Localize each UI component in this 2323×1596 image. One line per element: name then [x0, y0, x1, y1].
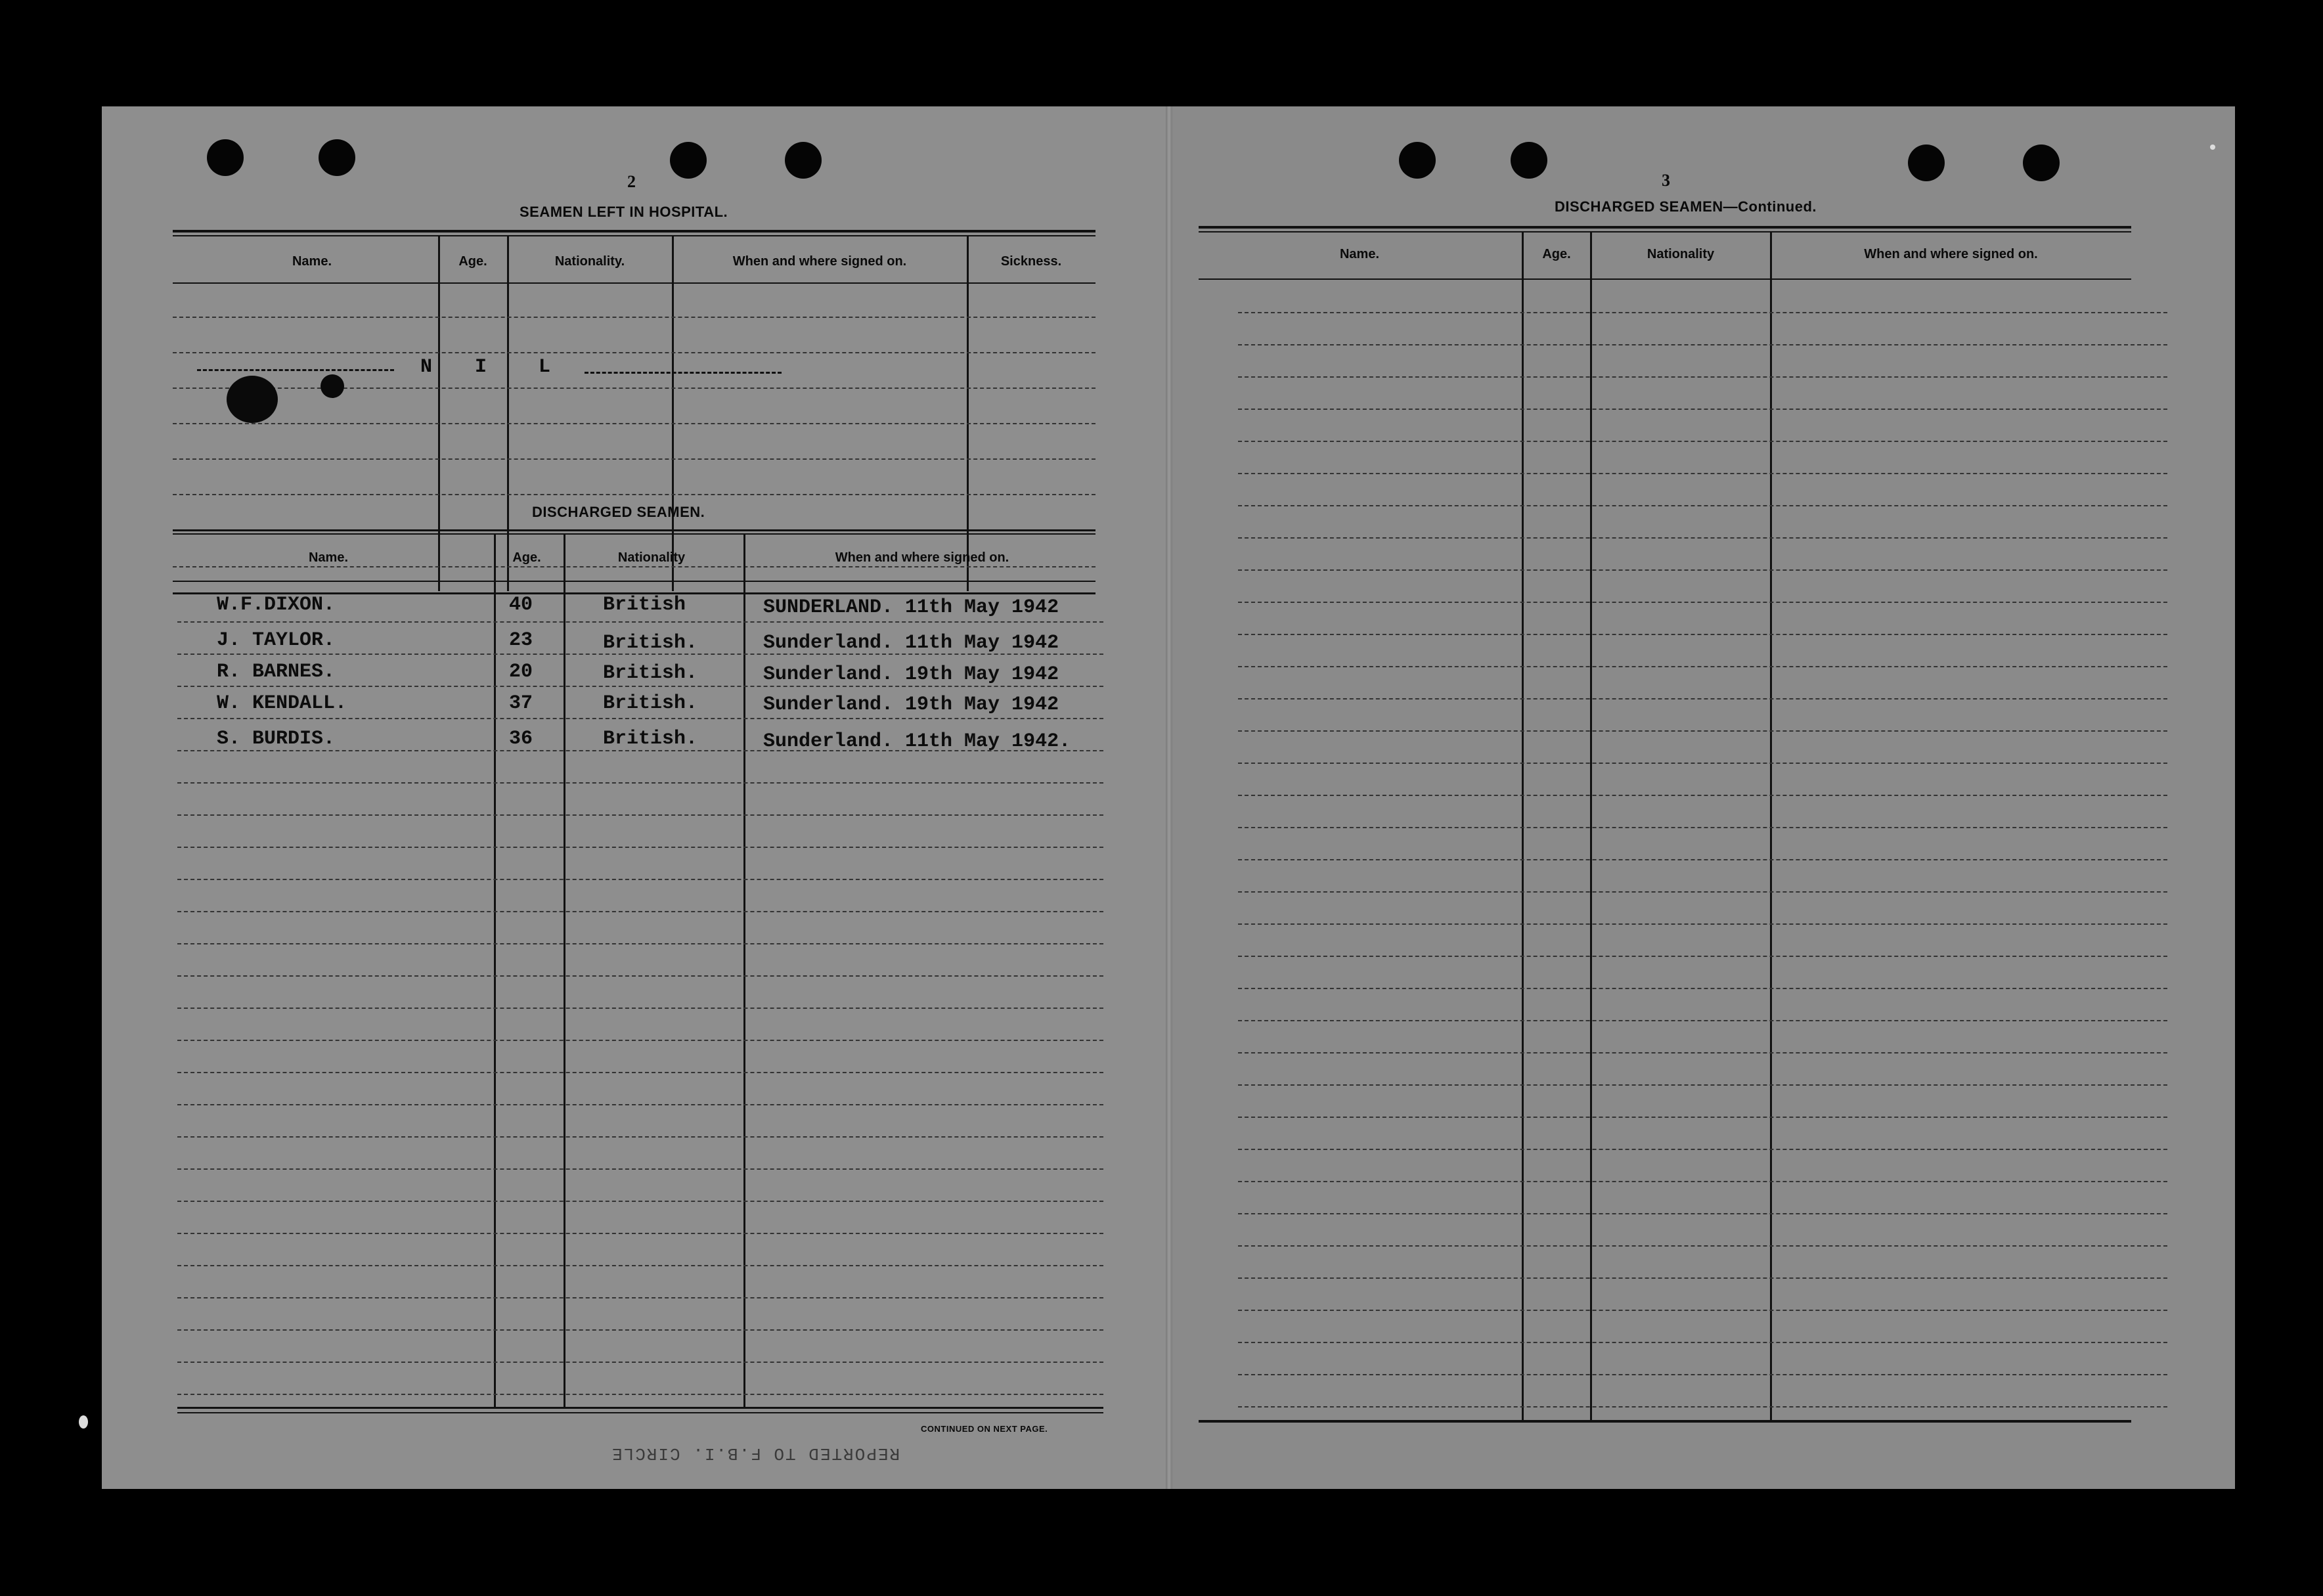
ruled-line	[177, 1168, 1103, 1170]
punch-hole	[1511, 142, 1547, 179]
seaman-nationality: British.	[603, 728, 698, 750]
nil-letter-i: I	[475, 356, 487, 378]
ruled-line	[177, 1104, 1103, 1105]
punch-hole	[1399, 142, 1436, 179]
continued-col-age: Age.	[1542, 247, 1571, 261]
seaman-nationality: British.	[603, 692, 698, 715]
column-divider	[967, 236, 969, 591]
ruled-line	[177, 1362, 1103, 1363]
ruled-line	[177, 943, 1103, 944]
punch-hole	[785, 142, 822, 179]
ruled-line	[173, 458, 1095, 460]
ruled-line	[177, 1072, 1103, 1073]
ruled-line	[1238, 859, 2167, 860]
ruled-line	[177, 1233, 1103, 1234]
ruled-line	[1238, 1342, 2167, 1343]
ruled-line	[173, 317, 1095, 318]
ruled-line	[1238, 473, 2167, 474]
ink-blot	[227, 376, 278, 423]
ruled-line	[1238, 923, 2167, 925]
seaman-signed-on: SUNDERLAND. 11th May 1942	[763, 596, 1059, 619]
seaman-name: W.F.DIXON.	[217, 594, 336, 616]
table-rule	[173, 533, 1095, 535]
column-divider	[1522, 233, 1524, 1420]
seaman-name: R. BARNES.	[217, 661, 336, 683]
ruled-line	[1238, 505, 2167, 506]
seaman-name: W. KENDALL.	[217, 692, 347, 715]
ruled-line	[1238, 1277, 2167, 1279]
ruled-line	[177, 654, 1103, 655]
ruled-line	[1238, 602, 2167, 603]
ruled-line	[177, 718, 1103, 719]
ruled-line	[1238, 376, 2167, 378]
ruled-line	[177, 1201, 1103, 1202]
ruled-line	[1238, 730, 2167, 732]
ruled-line	[177, 1136, 1103, 1138]
ruled-line	[177, 1008, 1103, 1009]
seaman-signed-on: Sunderland. 19th May 1942	[763, 663, 1059, 686]
paper-speck	[2210, 144, 2215, 150]
seaman-age: 20	[509, 661, 533, 683]
page-number: 2	[627, 172, 636, 191]
ruled-line	[173, 423, 1095, 424]
ruled-line	[1238, 1245, 2167, 1247]
table-rule	[173, 581, 1095, 582]
ruled-line	[173, 388, 1095, 389]
ruled-line	[1238, 795, 2167, 796]
seaman-signed-on: Sunderland. 19th May 1942	[763, 694, 1059, 716]
ruled-line	[177, 879, 1103, 880]
discharged-col-name: Name.	[308, 550, 349, 565]
ruled-line	[1238, 1149, 2167, 1150]
ruled-line	[1238, 537, 2167, 539]
table-rule	[1199, 1420, 2131, 1423]
ruled-line	[177, 847, 1103, 848]
discharged-col-nationality: Nationality	[617, 550, 686, 565]
left-page	[102, 106, 1166, 1489]
nil-letter-l: L	[539, 356, 551, 378]
ruled-line	[1238, 569, 2167, 571]
ruled-line	[1238, 1213, 2167, 1214]
seaman-nationality: British.	[603, 662, 698, 684]
ruled-line	[1238, 1406, 2167, 1408]
ruled-line	[173, 566, 1095, 567]
ruled-line	[1238, 1084, 2167, 1086]
seaman-age: 23	[509, 629, 533, 652]
right-page	[1172, 106, 2235, 1489]
ruled-line	[177, 782, 1103, 784]
punch-hole	[207, 139, 244, 176]
ruled-line	[177, 814, 1103, 816]
discharged-col-age: Age.	[512, 550, 541, 565]
seaman-age: 40	[509, 594, 533, 616]
seaman-age: 37	[509, 692, 533, 715]
page-fold	[1166, 106, 1172, 1489]
continued-note: CONTINUED ON NEXT PAGE.	[921, 1424, 1048, 1434]
table-rule	[173, 282, 1095, 284]
hospital-col-signed-on: When and where signed on.	[732, 254, 907, 269]
page-number: 3	[1662, 171, 1670, 190]
ruled-line	[1238, 988, 2167, 989]
punch-hole	[1908, 144, 1945, 181]
ruled-line	[1238, 1374, 2167, 1375]
ruled-line	[1238, 312, 2167, 313]
nil-letter-n: N	[420, 356, 433, 378]
column-divider	[507, 236, 509, 591]
punch-hole	[319, 139, 355, 176]
ink-blot	[321, 374, 344, 398]
ruled-line	[177, 975, 1103, 977]
ruled-line	[177, 1297, 1103, 1298]
discharged-section-title: DISCHARGED SEAMEN.	[532, 504, 705, 520]
reported-stamp: REPORTED TO F.B.I. CIRCLE	[611, 1444, 900, 1463]
table-rule	[1199, 278, 2131, 280]
ruled-line	[177, 621, 1103, 623]
table-rule	[173, 529, 1095, 531]
ruled-line	[1238, 698, 2167, 699]
hospital-col-sickness: Sickness.	[1000, 254, 1062, 269]
seaman-name: S. BURDIS.	[217, 728, 336, 750]
ruled-line	[1238, 1181, 2167, 1182]
ruled-line	[1238, 956, 2167, 957]
ruled-line	[177, 1394, 1103, 1395]
column-divider	[1770, 233, 1772, 1420]
column-divider	[494, 533, 496, 1407]
ruled-line	[173, 352, 1095, 353]
ruled-line	[1238, 1020, 2167, 1021]
punch-hole	[2023, 144, 2060, 181]
nil-dash-line	[585, 372, 782, 374]
ruled-line	[1238, 1310, 2167, 1311]
ruled-line	[1238, 1052, 2167, 1053]
seaman-signed-on: Sunderland. 11th May 1942.	[763, 730, 1071, 753]
ruled-line	[177, 686, 1103, 687]
ruled-line	[1238, 763, 2167, 764]
ruled-line	[177, 911, 1103, 912]
ruled-line	[1238, 344, 2167, 345]
paper-speck	[79, 1415, 88, 1429]
seaman-age: 36	[509, 728, 533, 750]
document-sheet	[102, 106, 2235, 1489]
punch-hole	[670, 142, 707, 179]
column-divider	[564, 533, 565, 1407]
ruled-line	[177, 750, 1103, 751]
table-rule	[177, 1412, 1103, 1413]
ruled-line	[1238, 1117, 2167, 1118]
ruled-line	[1238, 634, 2167, 635]
continued-col-name: Name.	[1339, 247, 1380, 261]
table-rule	[1199, 226, 2131, 229]
column-divider	[743, 533, 745, 1407]
ruled-line	[177, 1265, 1103, 1266]
ruled-line	[1238, 409, 2167, 410]
hospital-section-title: SEAMEN LEFT IN HOSPITAL.	[520, 204, 728, 220]
nil-dash-line	[197, 369, 394, 371]
ruled-line	[1238, 827, 2167, 828]
column-divider	[672, 236, 674, 591]
seaman-signed-on: Sunderland. 11th May 1942	[763, 632, 1059, 654]
discharged-col-signed-on: When and where signed on.	[835, 550, 1009, 565]
continued-col-nationality: Nationality	[1647, 247, 1715, 261]
table-rule	[177, 1407, 1103, 1409]
table-rule	[1199, 231, 2131, 233]
ruled-line	[1238, 666, 2167, 667]
continued-section-title: DISCHARGED SEAMEN—Continued.	[1555, 198, 1817, 215]
hospital-col-name: Name.	[292, 254, 332, 269]
ruled-line	[177, 1329, 1103, 1331]
table-rule	[173, 235, 1095, 236]
continued-col-signed-on: When and where signed on.	[1864, 247, 2038, 261]
seaman-nationality: British	[603, 594, 686, 616]
ruled-line	[1238, 891, 2167, 893]
hospital-col-nationality: Nationality.	[554, 254, 625, 269]
ruled-line	[177, 1040, 1103, 1041]
seaman-nationality: British.	[603, 632, 698, 654]
ruled-line	[173, 494, 1095, 495]
column-divider	[438, 236, 440, 591]
hospital-col-age: Age.	[458, 254, 487, 269]
seaman-name: J. TAYLOR.	[217, 629, 336, 652]
ruled-line	[1238, 441, 2167, 442]
table-rule	[173, 230, 1095, 233]
column-divider	[1590, 233, 1592, 1420]
